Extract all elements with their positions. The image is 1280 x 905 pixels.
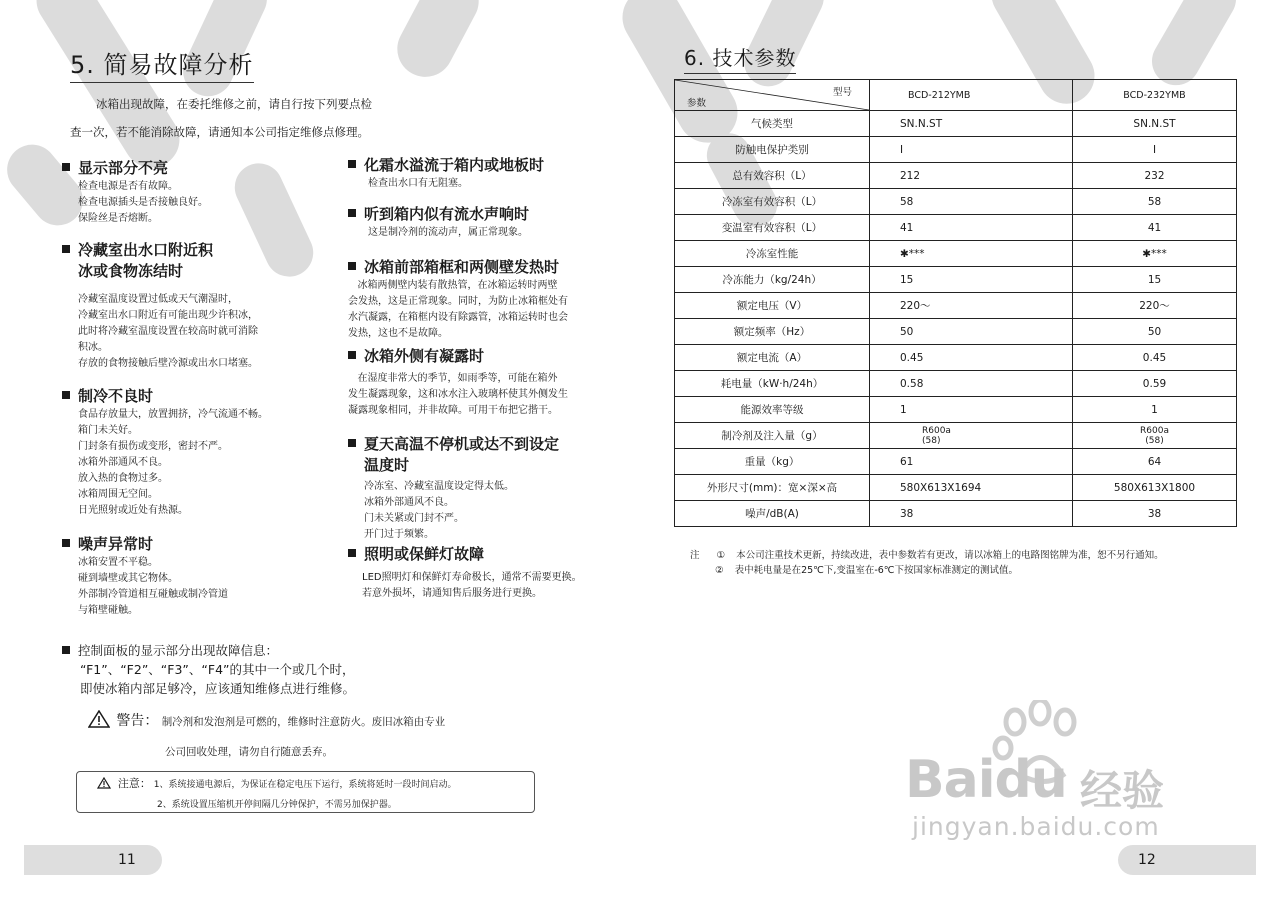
- table-row: [675, 111, 1237, 137]
- table-row: [675, 267, 1237, 293]
- value-cell-232: I: [1073, 137, 1237, 163]
- watermark-url: jingyan.baidu.com: [912, 812, 1160, 841]
- table-row: [675, 137, 1237, 163]
- value-cell-212: R600a (58): [870, 423, 1073, 449]
- value-cell-232: 232: [1073, 163, 1237, 189]
- param-label-cell: 额定电压（V）: [675, 293, 870, 319]
- param-label-cell: 制冷剂及注入量（g）: [675, 423, 870, 449]
- value-cell-212: I: [870, 137, 1073, 163]
- section-line: LED照明灯和保鲜灯寿命极长，通常不需要更换。: [362, 572, 582, 583]
- section-frame-heat: [348, 257, 633, 342]
- value-cell-232: 1: [1073, 397, 1237, 423]
- section-heading: 制冷不良时: [78, 387, 154, 405]
- model-header: BCD-212YMB: [870, 80, 1073, 111]
- section-line: 检查电源插头是否接触良好。: [78, 197, 208, 208]
- section-line: 发生凝露现象，这和冰水注入玻璃杯使其外侧发生: [348, 389, 568, 400]
- value-cell-232: 220～: [1073, 293, 1237, 319]
- bullet-square-icon: [348, 439, 356, 447]
- param-label-cell: 冷冻室性能: [675, 241, 870, 267]
- note-label: 注意：: [117, 777, 151, 790]
- footnote-number: ①: [716, 550, 726, 561]
- note-line: 2、系统设置压缩机开停间隔几分钟保护，不需另加保护器。: [157, 800, 397, 810]
- section-line: 日光照射或近处有热源。: [78, 505, 188, 516]
- value-cell-212: 212: [870, 163, 1073, 189]
- note-line: 1、系统接通电源后，为保证在稳定电压下运行，系统将延时一段时间启动。: [153, 780, 457, 790]
- watermark-brand-cn: 经验: [1080, 766, 1165, 815]
- page-number: 11: [118, 852, 136, 868]
- section-heading: 温度时: [364, 456, 410, 474]
- footnote-label: 注: [690, 550, 700, 561]
- bullet-square-icon: [62, 245, 70, 253]
- param-label-cell: 总有效容积（L）: [675, 163, 870, 189]
- section-summer-nonstop: [348, 434, 633, 543]
- page-title: 6. 技术参数: [684, 42, 796, 74]
- section-water-sound: [348, 204, 633, 241]
- section-heading: 照明或保鲜灯故障: [364, 545, 485, 563]
- section-heading: 化霜水溢流于箱内或地板时: [364, 156, 545, 174]
- section-line: 箱门未关好。: [78, 425, 138, 436]
- note-box: [76, 771, 535, 813]
- section-heading: 夏天高温不停机或达不到设定: [364, 435, 560, 453]
- footnote-text: 表中耗电量是在25℃下,变温室在-6℃下按国家标准测定的测试值。: [734, 565, 1018, 576]
- section-line: 存放的食物接触后壁冷源或出水口堵塞。: [78, 358, 258, 369]
- param-label-cell: 额定频率（Hz）: [675, 319, 870, 345]
- value-cell-232: R600a (58): [1073, 423, 1237, 449]
- section-line: 与箱壁碰触。: [78, 605, 138, 616]
- header-diagonal-cell: [675, 80, 870, 111]
- value-cell-232: 15: [1073, 267, 1237, 293]
- spec-table-body: [675, 111, 1237, 527]
- table-row: [675, 215, 1237, 241]
- caution-triangle-icon: [97, 777, 111, 796]
- section-line: 冰箱安置不平稳。: [78, 557, 158, 568]
- header-model-label: 型号: [833, 87, 853, 98]
- section-heading: 冷藏室出水口附近积: [78, 241, 214, 259]
- section-line: 冰箱外部通风不良。: [364, 497, 454, 508]
- section-heading: 噪声异常时: [78, 535, 154, 553]
- section-line: 碰到墙壁或其它物体。: [78, 573, 178, 584]
- param-label-cell: 冷冻能力（kg/24h）: [675, 267, 870, 293]
- table-row: [675, 397, 1237, 423]
- value-cell-232: 38: [1073, 501, 1237, 527]
- bullet-square-icon: [348, 160, 356, 168]
- page-number: 12: [1138, 852, 1156, 868]
- param-label-cell: 耗电量（kW·h/24h）: [675, 371, 870, 397]
- value-cell-232: 50: [1073, 319, 1237, 345]
- table-row: [675, 501, 1237, 527]
- panel-line: 即使冰箱内部足够冷，应该通知维修点进行维修。: [80, 681, 356, 696]
- value-cell-232: 58: [1073, 189, 1237, 215]
- section-lighting-fault: [348, 544, 633, 602]
- value-cell-212: 61: [870, 449, 1073, 475]
- param-label-cell: 额定电流（A）: [675, 345, 870, 371]
- value-cell-232: 64: [1073, 449, 1237, 475]
- control-panel-notice: [62, 641, 355, 698]
- value-cell-212: 1: [870, 397, 1073, 423]
- bullet-square-icon: [62, 646, 70, 654]
- value-cell-232: 41: [1073, 215, 1237, 241]
- param-label-cell: 重量（kg）: [675, 449, 870, 475]
- param-label-cell: 防触电保护类别: [675, 137, 870, 163]
- param-label-cell: 气候类型: [675, 111, 870, 137]
- table-row: [675, 345, 1237, 371]
- section-line: 水汽凝露，在箱框内设有除露管，冰箱运转时也会: [348, 312, 568, 323]
- spec-table: [674, 79, 1237, 527]
- section-line: 若意外损坏，请通知售后服务进行更换。: [362, 588, 542, 599]
- bullet-square-icon: [62, 391, 70, 399]
- section-line: 冷藏室出水口附近有可能出现少许积冰，: [78, 310, 258, 321]
- value-cell-212: 58: [870, 189, 1073, 215]
- table-row: [675, 371, 1237, 397]
- table-row: [675, 293, 1237, 319]
- section-line: 冷藏室温度设置过低或天气潮湿时，: [78, 294, 238, 305]
- panel-line: “F1”、“F2”、“F3”、“F4”的其中一个或几个时，: [80, 662, 355, 677]
- section-heading: 冰箱外侧有凝露时: [364, 347, 485, 365]
- section-line: 开门过于频繁。: [364, 529, 434, 540]
- warning-line: 公司回收处理，请勿自行随意丢弃。: [165, 746, 333, 758]
- table-row: [675, 449, 1237, 475]
- value-cell-232: 0.45: [1073, 345, 1237, 371]
- section-line: 此时将冷藏室温度设置在较高时就可消除: [78, 326, 258, 337]
- table-row: [675, 423, 1237, 449]
- section-line: 食品存放量大，放置拥挤，冷气流通不畅。: [78, 409, 268, 420]
- value-cell-232: 0.59: [1073, 371, 1237, 397]
- value-cell-212: 0.58: [870, 371, 1073, 397]
- section-line: 发热，这也不是故障。: [348, 328, 448, 339]
- page-title: 5. 简易故障分析: [70, 45, 254, 83]
- header-param-label: 参数: [687, 98, 707, 109]
- section-line: 检查出水口有无阻塞。: [368, 178, 468, 189]
- section-line: 在湿度非常大的季节，如雨季等，可能在箱外: [348, 373, 558, 384]
- value-cell-212: 41: [870, 215, 1073, 241]
- intro-text: [70, 90, 372, 146]
- intro-line: 冰箱出现故障，在委托维修之前，请自行按下列要点检: [96, 97, 372, 111]
- footnotes: [690, 548, 1164, 578]
- section-heading: 听到箱内似有流水声响时: [364, 205, 530, 223]
- section-line: 这是制冷剂的流动声，属正常现象。: [368, 227, 528, 238]
- section-line: 门封条有损伤或变形，密封不严。: [78, 441, 228, 452]
- warning-line: 制冷剂和发泡剂是可燃的，维修时注意防火。废旧冰箱由专业: [161, 716, 446, 728]
- section-line: 放入热的食物过多。: [78, 473, 168, 484]
- param-label-cell: 噪声/dB(A): [675, 501, 870, 527]
- table-row: [675, 241, 1237, 267]
- section-display-off: [62, 158, 332, 227]
- section-line: 积冰。: [78, 342, 108, 353]
- bullet-square-icon: [348, 351, 356, 359]
- warning-triangle-icon: [88, 710, 110, 739]
- section-line: 冰箱外部通风不良。: [78, 457, 168, 468]
- bullet-square-icon: [348, 209, 356, 217]
- watermark-brand: Baidu: [905, 750, 1067, 810]
- model-header: BCD-232YMB: [1073, 80, 1237, 111]
- section-condensation: [348, 346, 633, 419]
- bullet-square-icon: [348, 549, 356, 557]
- param-label-cell: 变温室有效容积（L）: [675, 215, 870, 241]
- value-cell-232: ✱***: [1073, 241, 1237, 267]
- value-cell-212: 38: [870, 501, 1073, 527]
- value-cell-212: 50: [870, 319, 1073, 345]
- value-cell-212: SN.N.ST: [870, 111, 1073, 137]
- section-line: 冰箱周围无空间。: [78, 489, 158, 500]
- value-cell-212: 15: [870, 267, 1073, 293]
- footnote-number: ②: [715, 565, 724, 576]
- value-cell-232: 580X613X1800: [1073, 475, 1237, 501]
- section-line: 冷冻室、冷藏室温度设定得太低。: [364, 481, 514, 492]
- intro-line: 查一次，若不能消除故障，请通知本公司指定维修点修理。: [70, 125, 369, 139]
- warning-block: [88, 708, 608, 766]
- section-heading: 冰或食物冻结时: [78, 262, 184, 280]
- table-row: [675, 163, 1237, 189]
- section-line: 门未关紧或门封不严。: [364, 513, 464, 524]
- value-cell-212: 0.45: [870, 345, 1073, 371]
- value-cell-212: 220～: [870, 293, 1073, 319]
- section-defrost-overflow: [348, 155, 633, 192]
- section-line: 会发热，这是正常现象。同时，为防止冰箱框处有: [348, 296, 568, 307]
- table-row: [675, 475, 1237, 501]
- section-abnormal-noise: [62, 534, 332, 619]
- bullet-square-icon: [348, 262, 356, 270]
- table-header-row: [675, 80, 1237, 111]
- section-heading: 冰箱前部箱框和两侧壁发热时: [364, 258, 560, 276]
- param-label-cell: 能源效率等级: [675, 397, 870, 423]
- section-line: 凝露现象相同，并非故障。可用干布把它揩干。: [348, 405, 558, 416]
- table-row: [675, 319, 1237, 345]
- section-poor-cooling: [62, 386, 332, 519]
- param-label-cell: 冷冻室有效容积（L）: [675, 189, 870, 215]
- value-cell-212: 580X613X1694: [870, 475, 1073, 501]
- section-line: 保险丝是否熔断。: [78, 213, 158, 224]
- section-line: 外部制冷管道相互碰触或制冷管道: [78, 589, 228, 600]
- footer-bar-left: [24, 845, 162, 875]
- param-label-cell: 外形尺寸(mm)：宽×深×高: [675, 475, 870, 501]
- footnote-text: 本公司注重技术更新，持续改进，表中参数若有更改，请以冰箱上的电路图铭牌为准，恕不另行通知。: [736, 550, 1164, 561]
- warning-label: 警告：: [116, 713, 159, 729]
- section-line: 冰箱两侧壁内装有散热管，在冰箱运转时两壁: [348, 280, 558, 291]
- value-cell-212: ✱***: [870, 241, 1073, 267]
- section-ice-outlet: [62, 240, 332, 372]
- panel-line: 控制面板的显示部分出现故障信息：: [78, 643, 279, 658]
- bullet-square-icon: [62, 163, 70, 171]
- value-cell-232: SN.N.ST: [1073, 111, 1237, 137]
- bullet-square-icon: [62, 539, 70, 547]
- section-line: 检查电源是否有故障。: [78, 181, 178, 192]
- section-heading: 显示部分不亮: [78, 159, 169, 177]
- table-row: [675, 189, 1237, 215]
